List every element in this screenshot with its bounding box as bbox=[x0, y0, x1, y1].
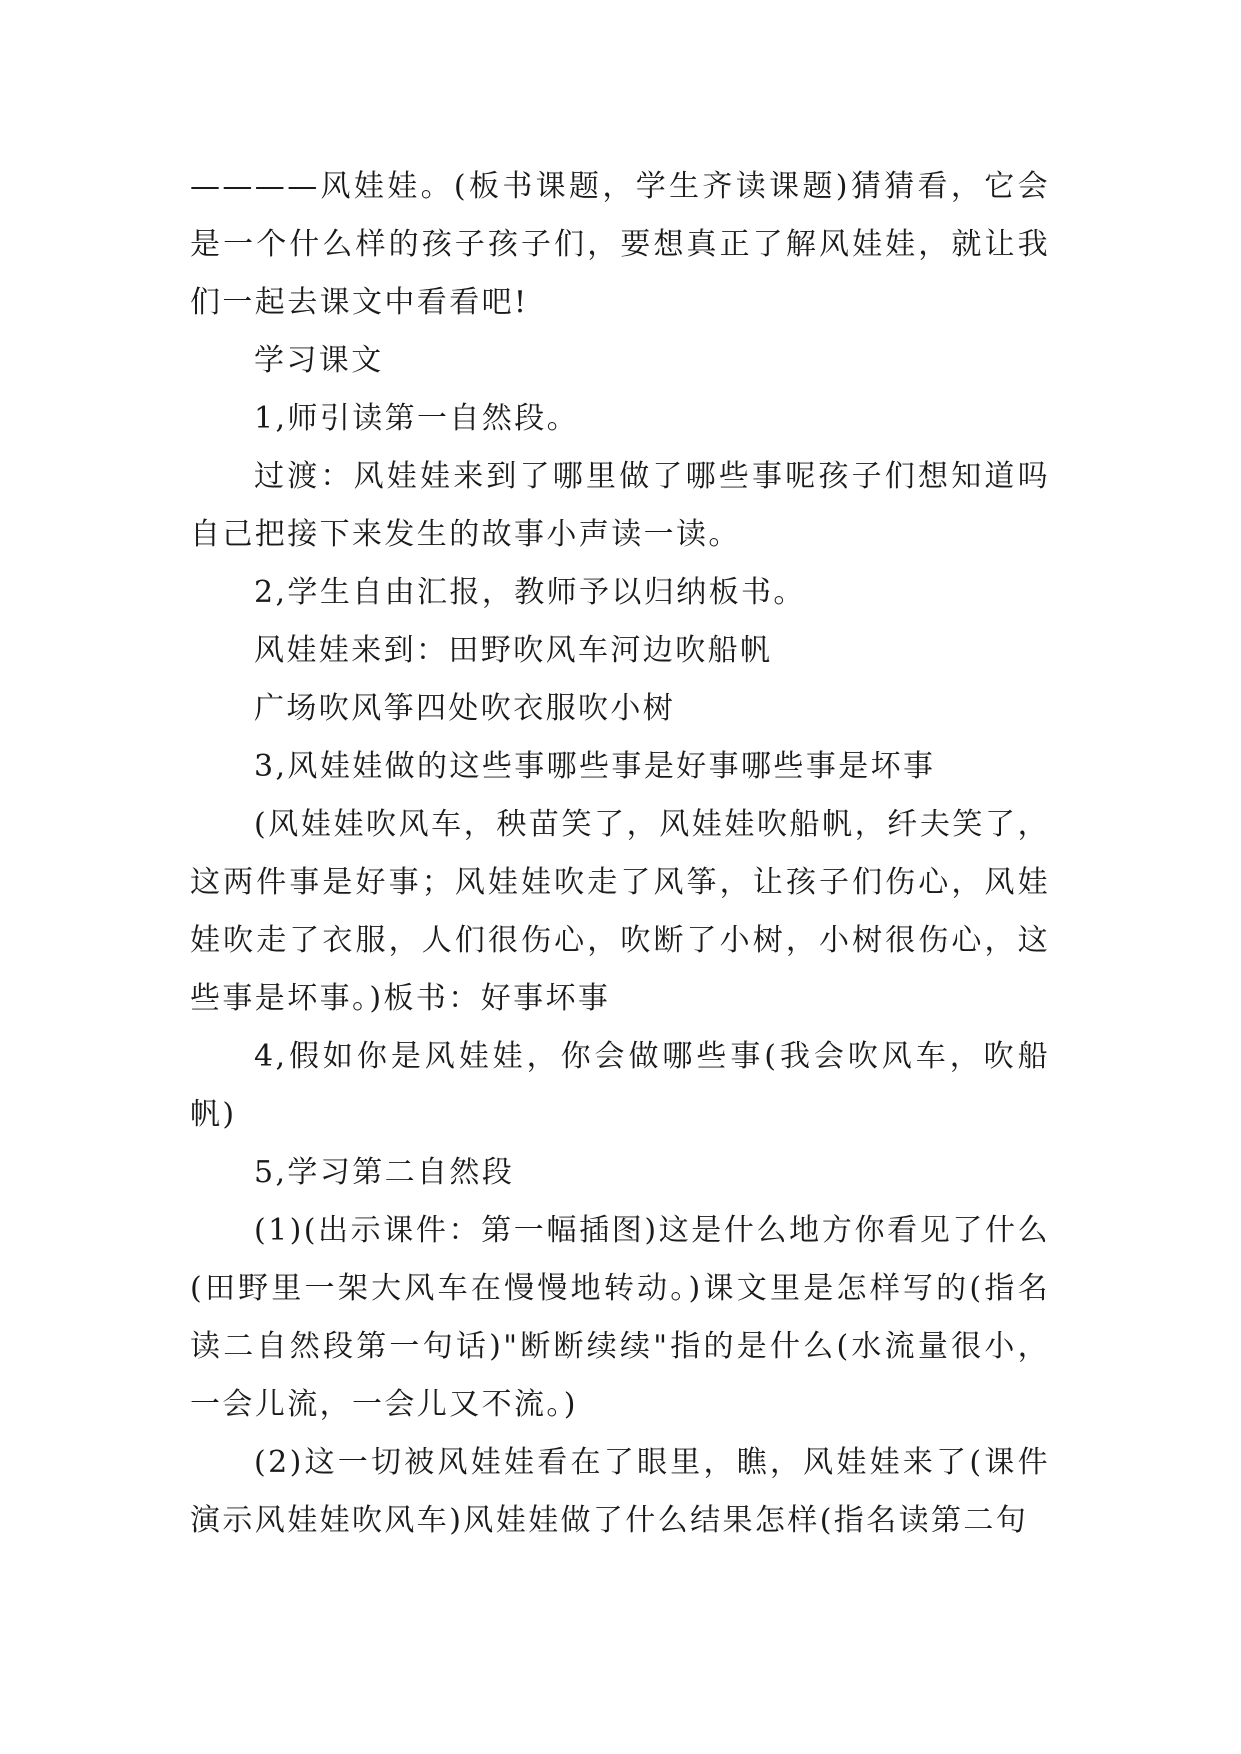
paragraph-intro: ————风娃娃。(板书课题，学生齐读课题)猜猜看，它会是一个什么样的孩子孩子们，要想真正了解风娃娃，就让我们一起去课文中看看吧! bbox=[190, 169, 1050, 320]
document-body bbox=[190, 158, 1050, 1550]
paragraph-step-5: 5,学习第二自然段 bbox=[254, 1155, 515, 1190]
paragraph-substep-1: (1)(出示课件：第一幅插图)这是什么地方你看见了什么(田野里一架大风车在慢慢地转动。)课文里是怎样写的(指名读二自然段第一句话)"断断续续"指的是什么(水流量很小，一会儿流，一会儿又不流。) bbox=[190, 1213, 1050, 1422]
paragraph-good-bad: (风娃娃吹风车，秧苗笑了，风娃娃吹船帆，纤夫笑了，这两件事是好事；风娃娃吹走了风筝，让孩子们伤心，风娃娃吹走了衣服，人们很伤心，吹断了小树，小树很伤心，这些事是坏事。)板书：好事坏事 bbox=[190, 807, 1050, 1016]
paragraph-board-line-1: 风娃娃来到：田野吹风车河边吹船帆 bbox=[254, 633, 773, 668]
section-heading: 学习课文 bbox=[254, 343, 384, 378]
paragraph-board-line-2: 广场吹风筝四处吹衣服吹小树 bbox=[254, 691, 676, 726]
paragraph-step-4: 4,假如你是风娃娃，你会做哪些事(我会吹风车，吹船帆) bbox=[190, 1039, 1050, 1132]
paragraph-substep-2: (2)这一切被风娃娃看在了眼里，瞧，风娃娃来了(课件演示风娃娃吹风车)风娃娃做了什么结果怎样(指名读第二句 bbox=[190, 1445, 1050, 1538]
paragraph-transition: 过渡：风娃娃来到了哪里做了哪些事呢孩子们想知道吗自己把接下来发生的故事小声读一读。 bbox=[190, 459, 1050, 552]
paragraph-step-1: 1,师引读第一自然段。 bbox=[254, 401, 580, 436]
paragraph-step-3: 3,风娃娃做的这些事哪些事是好事哪些事是坏事 bbox=[254, 749, 936, 784]
paragraph-step-2: 2,学生自由汇报，教师予以归纳板书。 bbox=[254, 575, 806, 610]
